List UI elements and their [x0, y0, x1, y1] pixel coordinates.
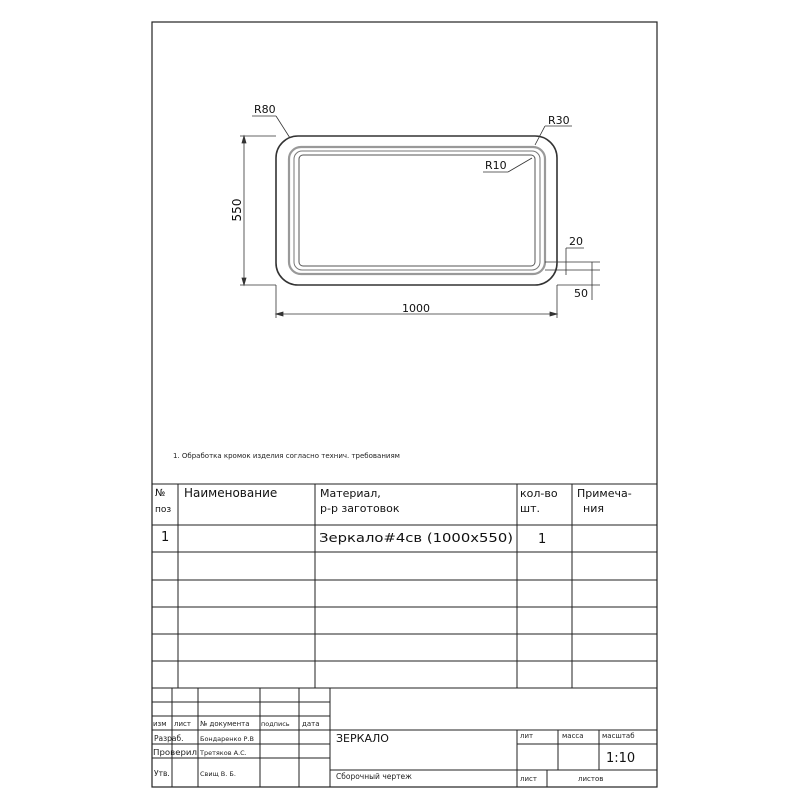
tb-row-utv: Утв.	[154, 769, 170, 778]
tb-scale-label: масштаб	[602, 732, 635, 740]
tb-col-date: дата	[302, 720, 320, 728]
dimension-width-label: 1000	[402, 302, 430, 315]
dimension-height	[240, 136, 276, 285]
technical-note: 1. Обработка кромок изделия согласно технич. требованиям	[173, 452, 400, 460]
spec-row-qty: 1	[538, 532, 547, 547]
radius-r80-label: R80	[254, 103, 276, 116]
tb-razrab-name: Бондаренко Р.В	[200, 735, 254, 743]
tb-lit-label: лит	[520, 732, 534, 740]
tb-prover-name: Третяков А.С.	[200, 749, 247, 757]
tb-col-sign: подпись	[261, 720, 290, 728]
dimension-edge-label: 20	[569, 235, 583, 248]
spec-header-notes-cont: ния	[583, 502, 604, 515]
tb-col-doc: № документа	[200, 720, 250, 728]
tb-product-name: ЗЕРКАЛО	[336, 732, 389, 745]
tb-doc-type: Сборочный чертеж	[336, 772, 412, 781]
tb-row-prover: Проверил	[153, 748, 198, 757]
dimension-offset-label: 50	[574, 287, 588, 300]
radius-r10-label: R10	[485, 159, 507, 172]
spec-row-material: Зеркало#4св (1000x550)	[319, 531, 513, 545]
tb-utv-name: Свищ В. Б.	[200, 770, 236, 778]
spec-header-pos: поз	[155, 505, 172, 515]
spec-header-num: №	[155, 488, 166, 499]
spec-table-grid	[152, 484, 657, 688]
radius-r30-label: R30	[548, 114, 570, 127]
tb-scale-value: 1:10	[606, 751, 636, 766]
radius-r30-leader	[535, 126, 572, 145]
mirror-outline	[276, 136, 557, 285]
spec-header-material: Материал,	[320, 487, 381, 500]
radius-r80-leader	[252, 116, 290, 138]
spec-header-name: Наименование	[184, 486, 278, 500]
tb-sheets-label: листов	[578, 775, 604, 783]
dimension-height-label: 550	[230, 198, 244, 222]
spec-header-qty-unit: шт.	[520, 502, 540, 515]
spec-header-notes: Примеча-	[577, 487, 632, 500]
tb-row-razrab: Разраб.	[154, 734, 184, 743]
spec-row-pos: 1	[161, 530, 170, 545]
tb-sheet-label: лист	[520, 775, 537, 783]
spec-header-material-size: р-р заготовок	[320, 502, 400, 515]
spec-header-qty: кол-во	[520, 487, 558, 500]
tb-col-izm: изм	[153, 720, 167, 728]
tb-mass-label: масса	[562, 732, 584, 740]
tb-col-list: лист	[174, 720, 191, 728]
